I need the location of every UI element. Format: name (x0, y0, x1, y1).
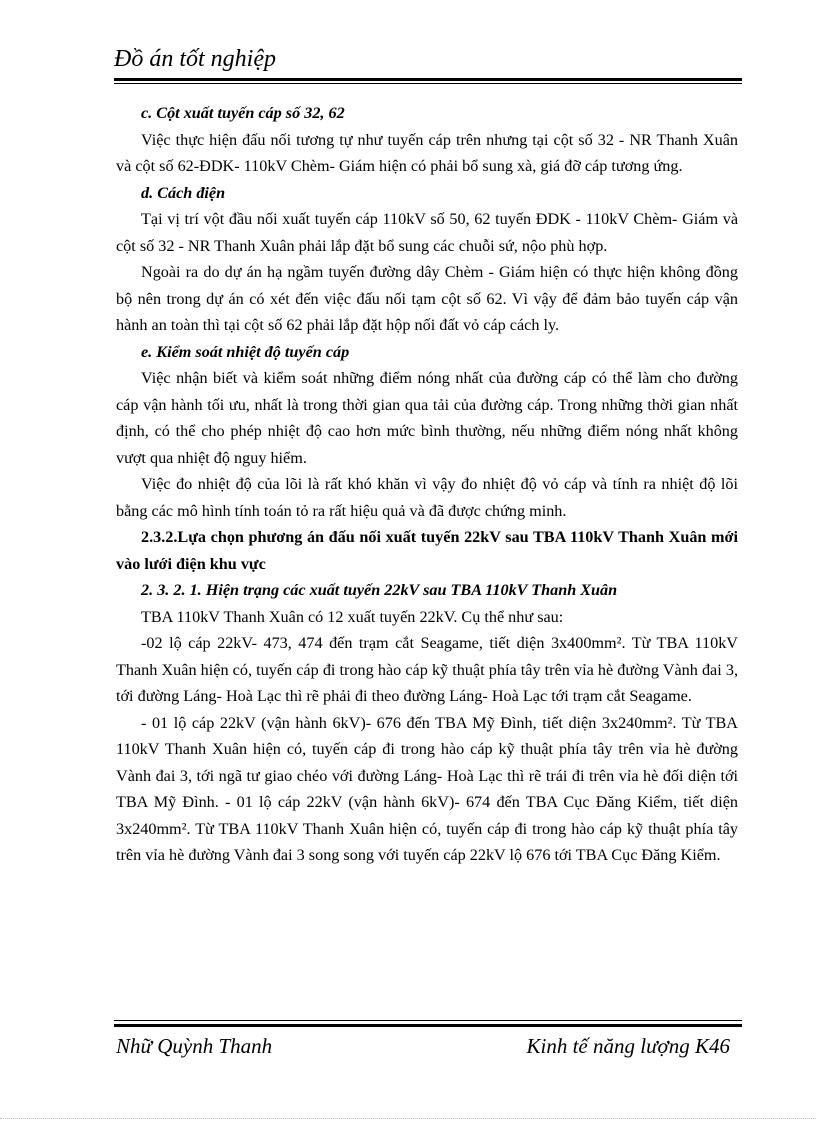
footer-author: Nhữ Quỳnh Thanh (116, 1034, 273, 1058)
footer-rule-thin (114, 1020, 742, 1021)
footer-rule-thick (114, 1024, 742, 1027)
heading-2-3-2: 2.3.2.Lựa chọn phương án đấu nối xuất tuyến 22kV sau TBA 110kV Thanh Xuân mới vào lưới điện khu vực (116, 528, 738, 573)
heading-2-3-2-1: 2. 3. 2. 1. Hiện trạng các xuất tuyến 22kV sau TBA 110kV Thanh Xuân (141, 581, 618, 599)
page-edge (0, 1118, 816, 1119)
paragraph-2: Tại vị trí vột đầu nối xuất tuyến cáp 110kV số 50, 62 tuyến ĐDK - 110kV Chèm- Giám và cột số 32 - NR Thanh Xuân phải lắp đặt bổ sung các chuỗi sứ, nộo phù hợp. (116, 210, 738, 255)
page-header (114, 44, 742, 74)
header-rule-thin (114, 83, 742, 84)
header-rule-thick (114, 78, 742, 81)
heading-e: e. Kiểm soát nhiệt độ tuyến cáp (141, 342, 350, 361)
paragraph-6: TBA 110kV Thanh Xuân có 12 xuất tuyến 22kV. Cụ thể như sau: (141, 607, 564, 626)
paragraph-3: Ngoài ra do dự án hạ ngầm tuyến đường dây Chèm - Giám hiện có thực hiện không đồng bộ nên trong dự án có xét đến việc đấu nối tạm cột số 62. Vì vậy để đảm bảo tuyến cáp vận hành an toàn thì tại cột số 62 phải lắp đặt hộp nối đất vỏ cáp cách ly. (116, 263, 738, 334)
page-body (116, 100, 738, 869)
document-title: Đồ án tốt nghiệp (114, 46, 276, 72)
paragraph-7: -02 lộ cáp 22kV- 473, 474 đến trạm cắt Seagame, tiết diện 3x400mm². Từ TBA 110kV Thanh Xuân hiện có, tuyến cáp đi trong hào cáp kỹ thuật phía tây trên vỉa hè đường Vành đai 3, tới đường Láng- Hoà Lạc thì rẽ phải đi theo đường Láng- Hoà Lạc tới trạm cắt Seagame. (116, 634, 738, 705)
footer-course: Kinh tế năng lượng K46 (526, 1034, 730, 1058)
heading-c: c. Cột xuất tuyến cáp số 32, 62 (141, 104, 345, 122)
heading-d: d. Cách điện (141, 183, 226, 202)
page-footer (116, 1032, 738, 1060)
paragraph-8: - 01 lộ cáp 22kV (vận hành 6kV)- 676 đến TBA Mỹ Đình, tiết diện 3x240mm². Từ TBA 110kV Thanh Xuân hiện có, tuyến cáp đi trong hào cáp kỹ thuật phía tây trên vỉa hè đường Vành đai 3, tới ngã tư giao chéo với đường Láng- Hoà Lạc thì rẽ trái đi trên vỉa hè đối diện tới TBA Mỹ Đình. - 01 lộ cáp 22kV (vận hành 6kV)- 674 đến TBA Cục Đăng Kiểm, tiết diện 3x240mm². Từ TBA 110kV Thanh Xuân hiện có, tuyến cáp đi trong hào cáp kỹ thuật phía tây trên vỉa hè đường Vành đai 3 song song với tuyến cáp 22kV lộ 676 tới TBA Cục Đăng Kiểm. (116, 713, 738, 864)
paragraph-1: Việc thực hiện đấu nối tương tự như tuyến cáp trên nhưng tại cột số 32 - NR Thanh Xuân và cột số 62-ĐDK- 110kV Chèm- Giám hiện có phải bổ sung xà, giá đỡ cáp tương ứng. (116, 130, 738, 175)
paragraph-5: Việc đo nhiệt độ của lõi là rất khó khăn vì vậy đo nhiệt độ vỏ cáp và tính ra nhiệt độ lõi bằng các mô hình tính toán tỏ ra rất hiệu quả và đã được chứng minh. (116, 475, 738, 520)
paragraph-4: Việc nhận biết và kiểm soát những điểm nóng nhất của đường cáp có thể làm cho đường cáp vận hành tối ưu, nhất là trong thời gian qua tải của đường cáp. Trong những thời gian nhất định, có thể cho phép nhiệt độ cao hơn mức bình thường, nếu những điểm nóng nhất không vượt qua nhiệt độ nguy hiểm. (116, 369, 738, 467)
